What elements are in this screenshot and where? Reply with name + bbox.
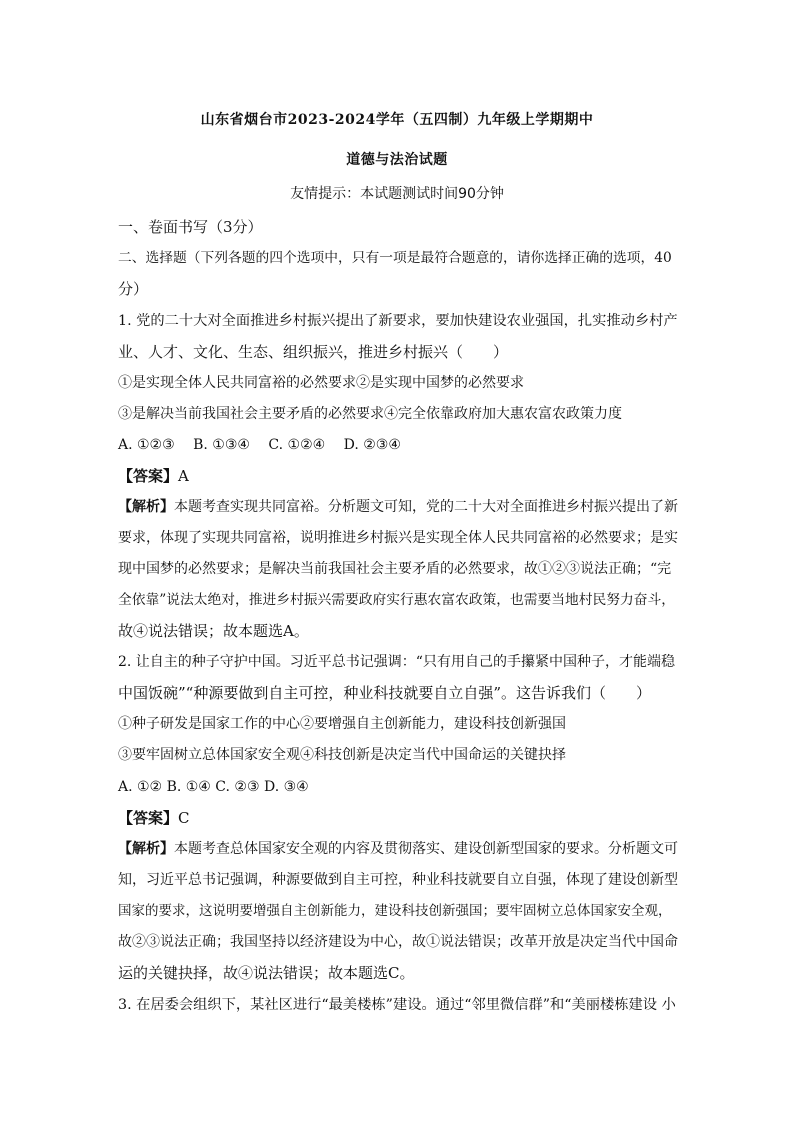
answer-value: A — [178, 467, 189, 485]
q2-choices: A. ①② B. ①④ C. ②③ D. ③④ — [118, 779, 309, 795]
q3-stem: 3. 在居委会组织下，某社区进行“最美楼栋”建设。通过“邻里微信群”和“美丽楼栋建设 小 — [118, 997, 676, 1013]
q2-analysis-line-3: 国家的要求，这说明要增强自主创新能力，建设科技创新强国；要牢固树立总体国家安全观， — [118, 903, 672, 919]
q2-stem: 2. 让自主的种子守护中国。习近平总书记强调：“只有用自己的手攥紧中国种子，才能端稳 — [118, 654, 675, 670]
time-tip: 友情提示：本试题测试时间90分钟 — [290, 186, 504, 202]
analysis-tag: 【解析】 — [118, 499, 174, 515]
q1-analysis — [118, 496, 678, 518]
q2-analysis-line-4: 故②③说法正确；我国坚持以经济建设为中心，故①说法错误；改革开放是决定当代中国命 — [118, 934, 678, 950]
section-2-heading-cont: 分） — [118, 280, 149, 298]
section-2-heading: 二、选择题（下列各题的四个选项中，只有一项是最符合题意的，请你选择正确的选项，40 — [118, 250, 672, 266]
q2-analysis — [118, 838, 678, 860]
q2-answer — [118, 807, 678, 829]
analysis-text: 本题考查实现共同富裕。分析题文可知，党的二十大对全面推进乡村振兴提出了新 — [174, 499, 678, 515]
answer-tag: 【答案】 — [118, 467, 179, 485]
q1-stem: 1. 党的二十大对全面推进乡村振兴提出了新要求，要加快建设农业强国，扎实推动乡村产 — [118, 313, 678, 329]
q1-choices: A. ①②③ B. ①③④ C. ①②④ D. ②③④ — [118, 437, 401, 453]
q1-analysis-line-3: 现中国梦的必然要求；是解决当前我国社会主要矛盾的必然要求，故①②③说法正确；“完 — [118, 561, 672, 577]
q1-analysis-line-2: 要求，体现了实现共同富裕，说明推进乡村振兴是实现全体人民共同富裕的必然要求；是实 — [118, 530, 678, 546]
q1-option-line-2: ③是解决当前我国社会主要矛盾的必然要求④完全依靠政府加大惠农富农政策力度 — [118, 406, 622, 422]
q1-analysis-line-5: 故④说法错误；故本题选A。 — [118, 622, 309, 640]
exam-subtitle: 道德与法治试题 — [346, 152, 448, 168]
q1-option-line-1: ①是实现全体人民共同富裕的必然要求②是实现中国梦的必然要求 — [118, 375, 524, 391]
analysis-text: 本题考查总体国家安全观的内容及贯彻落实、建设创新型国家的要求。分析题文可 — [174, 841, 678, 857]
exam-title: 山东省烟台市2023-2024学年（五四制）九年级上学期期中 — [200, 112, 594, 128]
q1-stem-cont: 业、人才、文化、生态、组织振兴，推进乡村振兴（ ） — [118, 343, 509, 361]
analysis-tag: 【解析】 — [118, 841, 174, 857]
q2-analysis-line-2: 知，习近平总书记强调，种源要做到自主可控，种业科技就要自立自强，体现了建设创新型 — [118, 872, 678, 888]
q1-analysis-line-4: 全依靠”说法太绝对，推进乡村振兴需要政府实行惠农富农政策，也需要当地村民努力奋斗， — [118, 592, 676, 608]
q2-option-line-2: ③要牢固树立总体国家安全观④科技创新是决定当代中国命运的关键抉择 — [118, 747, 566, 763]
q2-stem-cont: 中国饭碗”“种源要做到自主可控，种业科技就要自立自强”。这告诉我们（ ） — [118, 684, 652, 702]
answer-value: C — [178, 809, 190, 827]
q2-option-line-1: ①种子研发是国家工作的中心②要增强自主创新能力，建设科技创新强国 — [118, 716, 566, 732]
q1-answer — [118, 465, 678, 487]
answer-tag: 【答案】 — [118, 809, 179, 827]
q2-analysis-line-5: 运的关键抉择，故④说法错误；故本题选C。 — [118, 964, 415, 982]
section-1-heading: 一、卷面书写（3分） — [118, 218, 263, 236]
